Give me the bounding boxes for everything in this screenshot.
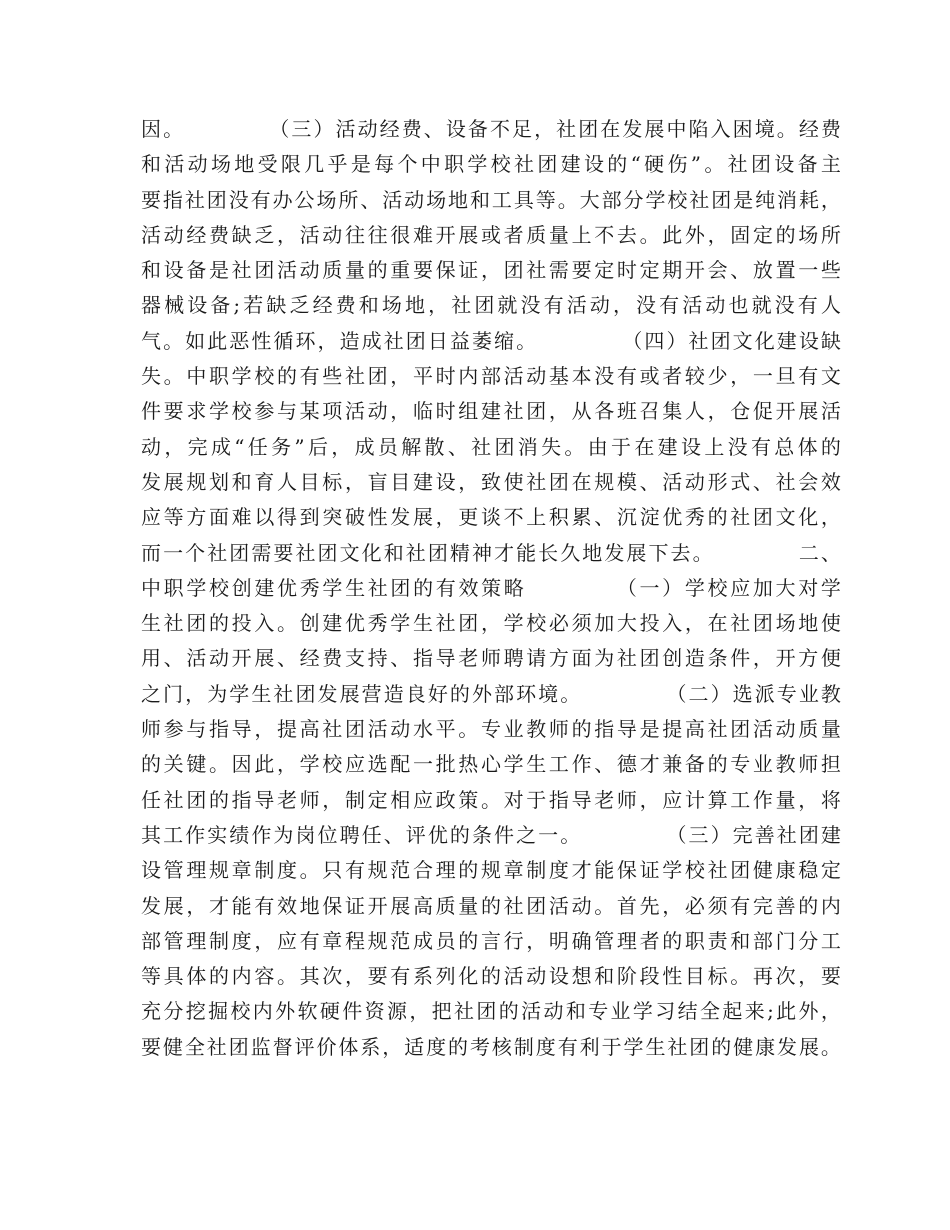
text-line: 气。如此恶性循环，造成社团日益萎缩。 （四）社团文化建设缺 <box>141 328 841 353</box>
text-line: 要健全社团监督评价体系，适度的考核制度有利于学生社团的健康发展。 <box>141 1034 841 1059</box>
text-line: 任社团的指导老师，制定相应政策。对于指导老师，应计算工作量，将 <box>141 787 841 812</box>
text-line: 其工作实绩作为岗位聘任、评优的条件之一。 （三）完善社团建 <box>141 822 841 847</box>
text-line: 充分挖掘校内外软硬件资源，把社团的活动和专业学习结全起来;此外， <box>141 999 841 1024</box>
text-line: 设管理规章制度。只有规范合理的规章制度才能保证学校社团健康稳定 <box>141 858 841 883</box>
text-line: 等具体的内容。其次，要有系列化的活动设想和阶段性目标。再次，要 <box>141 964 841 989</box>
text-line: 器械设备;若缺乏经费和场地，社团就没有活动，没有活动也就没有人 <box>141 293 841 318</box>
text-line: 和活动场地受限几乎是每个中职学校社团建设的“硬伤”。社团设备主 <box>141 152 841 177</box>
text-line: 的关键。因此，学校应选配一批热心学生工作、德才兼备的专业教师担 <box>141 752 841 777</box>
text-line: 发展，才能有效地保证开展高质量的社团活动。首先，必须有完善的内 <box>141 893 841 918</box>
text-line: 用、活动开展、经费支持、指导老师聘请方面为社团创造条件，开方便 <box>141 646 841 671</box>
text-line: 活动经费缺乏，活动往往很难开展或者质量上不去。此外，固定的场所 <box>141 222 841 247</box>
text-line: 和设备是社团活动质量的重要保证，团社需要定时定期开会、放置一些 <box>141 258 841 283</box>
text-line: 部管理制度，应有章程规范成员的言行，明确管理者的职责和部门分工 <box>141 928 841 953</box>
text-line: 之门，为学生社团发展营造良好的外部环境。 （二）选派专业教 <box>141 681 841 706</box>
text-line: 生社团的投入。创建优秀学生社团，学校必须加大投入，在社团场地使 <box>141 611 841 636</box>
text-line: 发展规划和育人目标，盲目建设，致使社团在规模、活动形式、社会效 <box>141 469 841 494</box>
body-text <box>141 112 841 1065</box>
text-line: 动，完成“任务”后，成员解散、社团消失。由于在建设上没有总体的 <box>141 434 841 459</box>
text-line: 因。 （三）活动经费、设备不足，社团在发展中陷入困境。经费 <box>141 117 841 141</box>
text-line: 失。中职学校的有些社团，平时内部活动基本没有或者较少，一旦有文 <box>141 364 841 389</box>
text-line: 而一个社团需要社团文化和社团精神才能长久地发展下去。 二、 <box>141 540 841 565</box>
text-line: 师参与指导，提高社团活动水平。专业教师的指导是提高社团活动质量 <box>141 717 841 742</box>
text-line: 要指社团没有办公场所、活动场地和工具等。大部分学校社团是纯消耗， <box>141 187 841 212</box>
text-line: 件要求学校参与某项活动，临时组建社团，从各班召集人，仓促开展活 <box>141 399 841 424</box>
text-line: 中职学校创建优秀学生社团的有效策略 （一）学校应加大对学 <box>141 575 841 600</box>
text-line: 应等方面难以得到突破性发展，更谈不上积累、沉淀优秀的社团文化， <box>141 505 841 530</box>
